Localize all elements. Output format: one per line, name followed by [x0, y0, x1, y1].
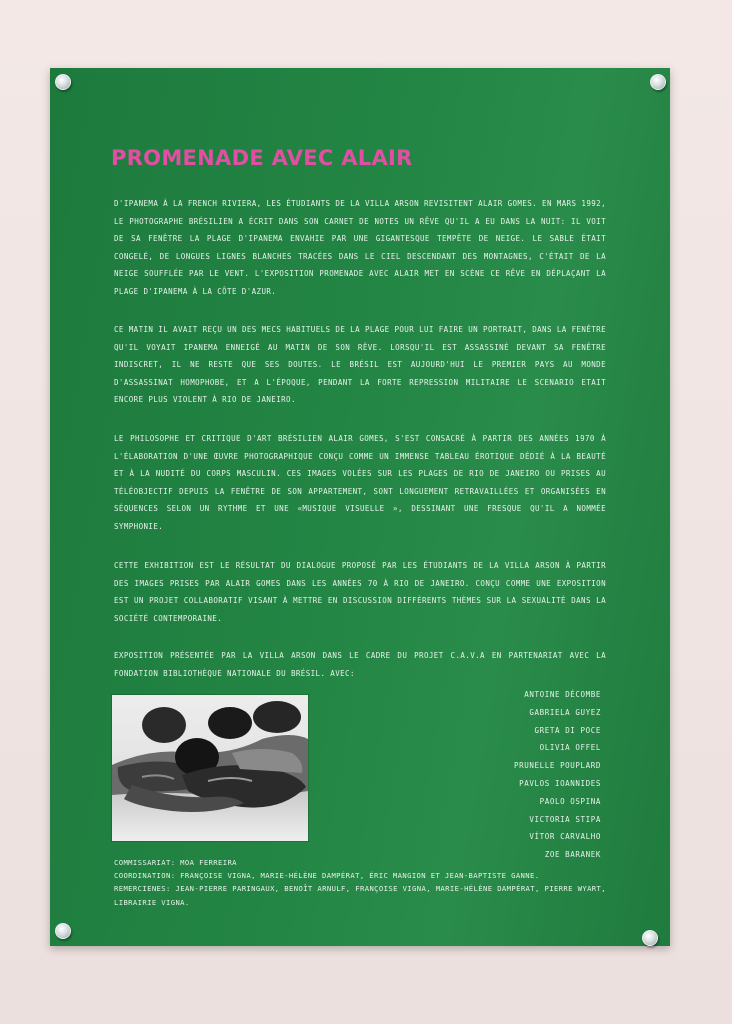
participant-name: OLIVIA OFFEL — [539, 743, 601, 753]
paragraph-philosopher: LE PHILOSOPHE ET CRITIQUE D'ART BRÉSILIEN ALAIR GOMES, S'EST CONSACRÉ À PARTIR DES ANNÉES 1970 À L'ÉLABORATION D'UNE ŒUVRE PHOTOGRAPHIQUE CONÇU COMME UN IMMENSE TABLEAU ÉROTIQUE DÉDIÉ À LA BEAUTÉ ET À LA NUDITÉ DU CORPS MASCULIN. CES IMAGES VOLÉES SUR LES PLAGES DE RIO DE JANEIRO OU PRISES AU TÉLÉOBJECTIF DEPUIS LA FENÊTRE DE SON APPARTEMENT, SONT LONGUEMENT RETRAVAILLÉES ET ORGANISÉES EN SÉQUENCES SELON UN RYTHME ET UNE «MUSIQUE VISUELLE », DESSINANT UNE FRESQUE QU'IL A NOMMÉE SYMPHONIE. — [114, 434, 606, 531]
participant-name: PRUNELLE POUPLARD — [514, 761, 601, 771]
poster — [50, 68, 670, 946]
credit-commissariat: COMMISSARIAT: MOA FERREIRA — [114, 858, 237, 867]
pin-bottom-right-icon — [642, 930, 658, 946]
credit-remerciements: REMERCIENES: JEAN-PIERRE PARINGAUX, BENOÎT ARNULF, FRANÇOISE VIGNA, MARIE-HÉLÈNE DAMPÉRAT, PIERRE WYART, LIBRAIRIE VIGNA. — [114, 884, 606, 907]
participant-name: GRETA DI POCE — [534, 725, 601, 735]
participant-name: ANTOINE DÉCOMBE — [524, 690, 601, 699]
credit-coordination: COORDINATION: FRANÇOISE VIGNA, MARIE-HÉLÈNE DAMPÉRAT, ÉRIC MANGION ET JEAN-BAPTISTE GANNE. — [114, 871, 540, 881]
pin-top-right-icon — [650, 74, 666, 90]
participant-name: PAVLOS IOANNIDES — [519, 778, 601, 788]
pin-top-left-icon — [55, 74, 71, 90]
participants-list — [514, 686, 601, 864]
paragraph-exhibition: CETTE EXHIBITION EST LE RÉSULTAT DU DIALOGUE PROPOSÉ PAR LES ÉTUDIANTS DE LA VILLA ARSON À PARTIR DES IMAGES PRISES PAR ALAIR GOMES DANS LES ANNÉES 70 À RIO DE JANEIRO. CONÇU COMME UNE EXPOSITION EST UN PROJET COLLABORATIF VISANT À METTRE EN DISCUSSION DIFFÉRENTS THÈMES SUR LA SEXUALITÉ DANS LA SOCIÉTÉ CONTEMPORAINE. — [114, 561, 606, 623]
participant-name: PAOLO OSPINA — [539, 796, 601, 806]
beach-photograph — [112, 695, 308, 841]
participant-name: ZOE BARANEK — [544, 850, 601, 860]
paragraph-morning: CE MATIN IL AVAIT REÇU UN DES MECS HABITUELS DE LA PLAGE POUR LUI FAIRE UN PORTRAIT, DANS LA FENÊTRE QU'IL VOYAIT IPANEMA ENNEIGÉ AU MATIN DE SON RÊVE. LORSQU'IL EST ASSASSINÉ DEVANT SA FENÊTRE INDISCRET, IL NE RESTE QUE SES DOUTES. LE BRÉSIL EST AUJOURD'HUI LE PREMIER PAYS AU MONDE D'ASSASSINAT HOMOPHOBE, ET A L'ÉPOQUE, PENDANT LA FORTE REPRESSION MILITAIRE LE SCENARIO ETAIT ENCORE PLUS VIOLENT À RIO DE JANEIRO. — [114, 325, 606, 404]
paragraph-intro: D'IPANEMA À LA FRENCH RIVIERA, LES ÉTUDIANTS DE LA VILLA ARSON REVISITENT ALAIR GOMES. EN MARS 1992, LE PHOTOGRAPHE BRÉSILIEN A ÉCRIT DANS SON CARNET DE NOTES UN RÊVE QU'IL A EU DANS LA NUIT: IL VOIT DE SA FENÊTRE LA PLAGE D'IPANEMA ENVAHIE PAR UNE GIGANTESQUE TEMPÊTE DE NEIGE. LE SABLE ÉTAIT CONGELÉ, DE LONGUES LIGNES BLANCHES TRACÉES DANS LE CIEL DESCENDANT DES MONTAGNES, C'ÉTAIT DE LA NEIGE SOUFFLÉE PAR LE VENT. L'EXPOSITION PROMENADE AVEC ALAIR MET EN SCÈNE CE RÊVE EN DÉPLAÇANT LA PLAGE D'IPANEMA À LA CÔTE D'AZUR. — [114, 199, 606, 296]
participant-name: VÍTOR CARVALHO — [529, 832, 601, 842]
paragraph-presentation: EXPOSITION PRÉSENTÉE PAR LA VILLA ARSON DANS LE CADRE DU PROJET C.A.V.A EN PARTENARIAT AVEC LA FONDATION BIBLIOTHÈQUE NATIONALE DU BRÉSIL. AVEC: — [114, 651, 606, 678]
participant-name: VICTORIA STIPA — [529, 814, 601, 824]
credits-block — [114, 856, 606, 909]
pin-bottom-left-icon — [55, 923, 71, 939]
participant-name: GABRIELA GUYEZ — [529, 707, 601, 717]
beach-photo-image — [112, 695, 308, 841]
poster-title: PROMENADE AVEC ALAIR — [111, 146, 413, 170]
